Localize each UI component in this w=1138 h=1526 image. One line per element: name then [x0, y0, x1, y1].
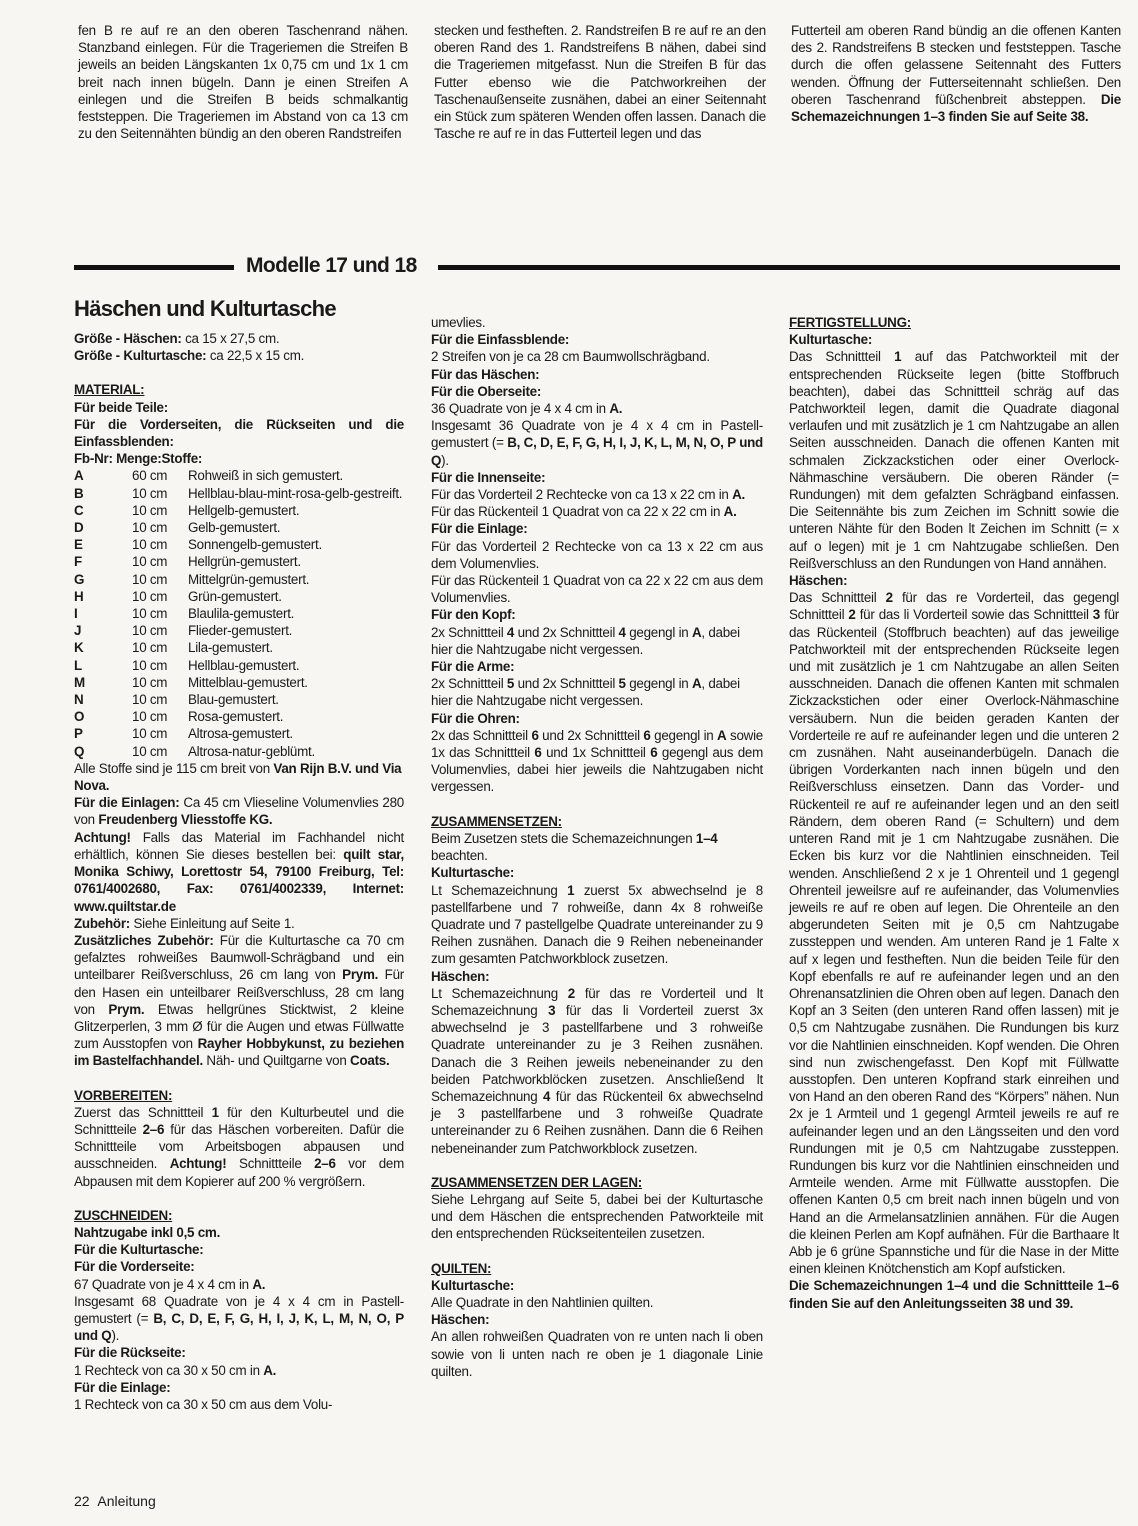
text: Insgesamt 68 Quadrate von je 4 x 4 cm in Pastell-gemustert (= [74, 1293, 404, 1326]
subheading: Häschen: [431, 1312, 490, 1328]
paragraph [74, 932, 404, 1070]
ref: A [691, 676, 702, 692]
subheading: Für die Arme: [431, 659, 515, 675]
material-row [74, 657, 402, 674]
paragraph: Für das Rückenteil 1 Quadrat von ca 22 x 22 cm aus dem Volumenvlies. [431, 573, 763, 606]
text: und 2x Schnittteil [538, 727, 644, 743]
text: und 2x Schnittteil [514, 624, 619, 640]
fabric-description: Grün-gemustert. [188, 588, 282, 604]
ref: 6 [643, 727, 651, 743]
fabric-code: O [74, 709, 85, 725]
size-line [74, 347, 404, 364]
fabric-code: P [74, 726, 83, 742]
text: Das Schnittteil [789, 590, 886, 606]
subheading: Kulturtasche: [789, 332, 873, 348]
fabric-description: Sonnengelb-gemustert. [188, 537, 322, 553]
text: , dabei hier die Nahtzugabe nicht vergessen. [431, 676, 740, 709]
ref: 6 [531, 727, 539, 743]
fabric-quantity: 10 cm [132, 709, 168, 725]
ref: 2 [885, 590, 893, 606]
text: gegengl in [650, 727, 718, 743]
paragraph [431, 486, 763, 503]
text: gegengl in [625, 676, 692, 692]
subheading: Kulturtasche: [431, 865, 515, 881]
paragraph [431, 624, 763, 658]
fabric-quantity: 10 cm [132, 606, 168, 622]
subheading: Häschen: [431, 968, 490, 984]
material-row [74, 485, 402, 502]
top-column-2 [434, 22, 766, 142]
text: Für den Hasen ein unteilbarer Reißverschluss, 28 cm lang von [74, 967, 404, 1017]
ref: A. [609, 401, 623, 417]
ref: B, C, D, E, F, G, H, I, J, K, L, M, N, O, P und Q [431, 435, 763, 468]
paragraph [431, 417, 763, 469]
paragraph: stecken und festheften. 2. Randstreifen B re auf re an den oberen Rand des 1. Randstreifens B nähen, dabei sind die Trageriemen mitgefasst. Nun die Streifen B für das Futter ebenso wie die Patchworkreihen der Taschenaußenseite zusnähen, dabei an einer Seitennaht ein Stück zum späteren Wenden offen lassen. Danach die Tasche re auf re in das Futterteil legen und das [434, 23, 766, 142]
value: ca 15 x 27,5 cm. [181, 331, 280, 346]
subheading: Für die Einlage: [431, 521, 528, 537]
label: Zusätzliches Zubehör: [74, 932, 214, 948]
material-row [74, 467, 402, 484]
column-3 [789, 314, 1119, 1312]
material-row [74, 502, 402, 519]
page-number: 22 [74, 1493, 90, 1509]
fabric-code: C [74, 502, 84, 518]
subheading: Für die Vorderseite: [74, 1259, 195, 1275]
section-heading: ZUSAMMENSETZEN: [431, 813, 562, 829]
text: für das li Vorderteil sowie das Schnittteil [855, 607, 1093, 623]
text: 36 Quadrate von je 4 x 4 cm in [431, 401, 610, 417]
size-line [74, 330, 404, 347]
ref: 1 [894, 349, 902, 365]
paragraph [74, 1276, 404, 1293]
paragraph [431, 503, 763, 520]
fabric-description: Blau-gemustert. [188, 692, 279, 708]
fabric-description: Lila-gemustert. [188, 640, 273, 656]
footer-label: Anleitung [97, 1493, 156, 1509]
paragraph [431, 400, 763, 417]
ref: 6 [534, 745, 542, 761]
text: ). [111, 1328, 120, 1344]
fabric-code: Q [74, 743, 85, 759]
paragraph [789, 589, 1119, 1277]
ref: 4 [506, 624, 515, 640]
material-row [74, 622, 402, 639]
paragraph [74, 1104, 404, 1190]
fabric-description: Rosa-gemustert. [188, 709, 284, 725]
fabric-code: K [74, 640, 84, 656]
subheading: Für die Vorderseiten, die Rückseiten und die Einfassblenden: [74, 416, 404, 450]
text: Schnittteile [226, 1156, 315, 1172]
subheading: Nahtzugabe inkl 0,5 cm. [74, 1224, 221, 1240]
subheading: Für die Oberseite: [431, 383, 542, 399]
ref: 2 [848, 607, 856, 623]
text: vor dem Abpausen mit dem Kopierer auf 200 % vergrößern. [74, 1156, 404, 1189]
text: für das re Vorderteil, das gegengl Schnittteil [789, 590, 1119, 623]
ref: A [717, 727, 727, 743]
text: , dabei hier die Nahtzugabe nicht vergessen. [431, 624, 740, 657]
fabric-description: Rohweiß in sich gemustert. [188, 468, 343, 484]
column-1 [74, 330, 404, 1413]
fabric-quantity: 10 cm [132, 674, 168, 690]
text: zuerst 5x abwechselnd je 8 pastellfarbene und 7 rohweiße, dann 4x 8 rohweiße Quadrate und 7 pastellgelbe Quadrate untereinander zu 9 Reihen zusnähen. Danach die 9 Reihen nebeneinander zum gesamten Patchworkblock zusetzen. [431, 882, 763, 967]
material-row [74, 708, 402, 725]
brand: Prym. [108, 1001, 145, 1017]
material-row [74, 691, 402, 708]
text: Futterteil am oberen Rand bündig an die offenen Kanten des 2. Randstreifens B stecken und feststeppen. Tasche durch die offen gelassene Seitennaht des Futters wenden. Öffnung der Futterseitennaht schließen. Den oberen Taschenrand füßchenbreit absteppen. [791, 23, 1121, 107]
fabric-description: Blaulila-gemustert. [188, 606, 295, 622]
material-row [74, 553, 402, 570]
text: Beim Zusetzen stets die Schemazeichnungen [431, 830, 696, 846]
text: Etwas hellgrünes Sticktwist, 2 kleine Glitzerperlen, 3 mm Ø für die Augen und etwas Füllwatte zum Ausstopfen von [74, 1001, 405, 1052]
brand: Van Rijn B.V. und Via Nova. [74, 760, 402, 794]
subheading: Für die Kulturtasche: [74, 1242, 204, 1258]
fabric-quantity: 10 cm [132, 571, 168, 587]
paragraph: Für das Vorderteil 2 Rechtecke von ca 13 x 22 cm aus dem Volumenvlies. [431, 538, 763, 571]
label: Größe - Häschen: [74, 331, 182, 346]
text: für den Kulturbeutel und die Schnittteile [74, 1104, 404, 1137]
text: Für das Rückenteil 1 Quadrat von ca 22 x 22 cm in [431, 504, 724, 520]
ref: 2–6 [314, 1156, 336, 1172]
paragraph [791, 22, 1121, 125]
brand: Rayher Hobbykunst, zu beziehen im Bastelfachhandel. [74, 1036, 405, 1069]
label: Größe - Kulturtasche: [74, 348, 207, 364]
fabric-quantity: 10 cm [132, 537, 168, 553]
material-row [74, 605, 402, 622]
ref: A. [252, 1276, 266, 1292]
fabric-description: Altrosa-natur-geblümt. [188, 743, 315, 759]
fabric-quantity: 10 cm [132, 588, 168, 604]
paragraph: An allen rohweißen Quadraten von re unten nach li oben sowie von li unten nach re oben je 1 diagonale Linie quilten. [431, 1329, 763, 1379]
text: und 1x Schnittteil [541, 745, 651, 761]
subheading: Für beide Teile: [74, 399, 168, 415]
subheading: Für die Rückseite: [74, 1345, 186, 1361]
fabric-quantity: 10 cm [132, 554, 168, 570]
text: Lt Schemazeichnung [431, 985, 568, 1001]
paragraph [431, 985, 763, 1157]
fabric-description: Hellblau-blau-mint-rosa-gelb-gestreift. [188, 485, 403, 501]
material-row [74, 571, 402, 588]
text: 2x das Schnittteil [431, 727, 532, 743]
fabric-quantity: 10 cm [132, 726, 168, 742]
subheading: Für die Einfassblende: [431, 332, 570, 348]
ref: 2 [567, 985, 575, 1001]
material-row [74, 519, 402, 536]
fabric-code: G [74, 571, 85, 587]
fabric-quantity: 60 cm [132, 468, 168, 484]
ref: A [691, 624, 702, 640]
text: Ca 45 cm Vlieseline Volumenvlies 280 von [74, 795, 404, 828]
top-column-3 [791, 22, 1121, 125]
fabric-code: M [74, 674, 85, 690]
label: Zubehör: [74, 915, 131, 931]
paragraph [74, 829, 404, 915]
subheading: Für die Innenseite: [431, 469, 546, 485]
ref: A. [732, 487, 745, 503]
text: Lt Schemazeichnung [431, 882, 568, 898]
paragraph [74, 760, 404, 794]
fabric-quantity: 10 cm [132, 640, 168, 656]
text: gegengl in [625, 624, 692, 640]
section-header [74, 256, 1120, 278]
schema-ref: Die Schemazeichnungen 1–4 und die Schnittteile 1–6 finden Sie auf den Anleitungsseiten 38 und 39. [789, 1278, 1119, 1311]
ref: A. [263, 1362, 277, 1378]
fabric-code: A [74, 468, 84, 484]
fabric-description: Hellgelb-gemustert. [188, 502, 300, 518]
text: für das re Vorderteil und lt Schemazeichnung [431, 985, 764, 1018]
paragraph [74, 1293, 404, 1345]
paragraph: 2 Streifen von je ca 28 cm Baumwollschrägband. [431, 349, 710, 365]
paragraph [74, 794, 404, 828]
text: Näh- und Quiltgarne von [202, 1053, 351, 1069]
subheading: Häschen: [789, 573, 848, 589]
ref: 3 [1092, 607, 1100, 623]
subheading: Für das Häschen: [431, 366, 540, 382]
text: Für das Vorderteil 2 Rechtecke von ca 13 x 22 cm in [431, 487, 733, 503]
text: sowie 1x das Schnittteil [431, 727, 763, 761]
paragraph [431, 830, 763, 864]
fabric-code: N [74, 692, 84, 708]
text: für das Häschen vorbereiten. Dafür die Schnittteile vom Arbeitsbogen abpausen und ausschneiden. [74, 1121, 404, 1172]
subheading: Für die Ohren: [431, 710, 520, 726]
material-row [74, 725, 402, 742]
ref: 1 [211, 1104, 219, 1120]
fabric-code: I [74, 606, 78, 622]
contact: quilt star, Monika Schiwy, Lorettostr 54, 79100 Freiburg, Tel: 0761/4002680, Fax: 0761/4002339, Internet: www.quiltstar.de [74, 846, 404, 914]
text: Zuerst das Schnittteil [74, 1104, 212, 1120]
material-row [74, 536, 402, 553]
material-heading: MATERIAL: [74, 382, 145, 398]
fabric-quantity: 10 cm [132, 623, 168, 639]
section-title: Modelle 17 und 18 [246, 254, 417, 277]
paragraph [789, 348, 1119, 572]
ref: 1 [567, 882, 575, 898]
fabric-quantity: 10 cm [132, 502, 168, 518]
text: für das Rückenteil 6x abwechselnd je 3 pastellfarbene und 3 rohweiße Quadrate untereinander zu 6 Reihen zusnähen. Dann die 6 Reihen nebeneinander zum Patchworkblock zusetzen. [431, 1088, 763, 1156]
fabric-code: F [74, 554, 82, 570]
header-rule-right [438, 265, 1120, 270]
material-row [74, 674, 402, 691]
material-row [74, 743, 402, 760]
top-column-1 [78, 22, 408, 142]
fabric-description: Flieder-gemustert. [188, 623, 293, 639]
ref: 4 [543, 1088, 551, 1104]
article-heading: Häschen und Kulturtasche [74, 296, 336, 321]
text: auf das Patchworkteil mit der entsprechenden Rückseite legen (bitte Stoffbruch beachten), dabei das Schnittteil schräg auf das Patchworkteil legen, damit die Quadrate diagonal verlaufen und mit zusätzlich je 1 cm Nahtzugabe an allen Seiten ausschneiden. Danach die offenen Kanten mit schmalen Zickzackstichen oder einer Overlock-Nähmaschine versäubern. Die oberen Ränder (= Rundungen) mit dem gefalzten Schrägband einfassen. Die Seitennähte bis zum Zeichen im Schnitt sowie die unteren Nähte für den Boden lt Zeichen im Schnitt (= x auf o legen) mit je 1 cm Nahtzugabe schließen. Den Reißverschluss an den Rundungen von Hand annähen. [789, 349, 1119, 571]
paragraph [74, 1362, 404, 1379]
text: 2x Schnittteil [431, 624, 507, 640]
fabric-quantity: 10 cm [132, 485, 168, 501]
ref: 5 [618, 676, 626, 692]
brand: Coats. [350, 1053, 390, 1069]
ref: 1–4 [695, 830, 718, 846]
fabric-description: Mittelblau-gemustert. [188, 674, 308, 690]
page-footer [74, 1493, 156, 1509]
text: Das Schnittteil [789, 349, 895, 365]
label: Für die Einlagen: [74, 795, 180, 811]
text: Für die Kulturtasche ca 70 cm gefalztes rohweißes Baumwoll-Schrägband und ein unteilbarer Reißverschluss, 26 cm lang von [74, 932, 404, 983]
paragraph: 1 Rechteck von ca 30 x 50 cm aus dem Volu- [74, 1396, 333, 1412]
brand: Prym. [342, 967, 379, 983]
fabric-code: H [74, 588, 84, 604]
text: 67 Quadrate von je 4 x 4 cm in [74, 1276, 253, 1292]
section-heading: VORBEREITEN: [74, 1087, 173, 1103]
fabric-quantity: 10 cm [132, 743, 168, 759]
material-table [74, 467, 402, 759]
text: 2x Schnittteil [431, 676, 507, 692]
section-heading: ZUSCHNEIDEN: [74, 1207, 173, 1223]
paragraph [431, 727, 763, 796]
ref: 5 [506, 676, 515, 692]
ref: 4 [618, 624, 626, 640]
text: 1 Rechteck von ca 30 x 50 cm in [74, 1362, 264, 1378]
paragraph [74, 915, 404, 932]
fabric-description: Hellblau-gemustert. [188, 657, 300, 673]
fabric-description: Gelb-gemustert. [188, 520, 281, 536]
text: für das li Vorderteil zuerst 3x abwechselnd je 3 pastellfarbene und 3 rohweiße Quadrate untereinander zu je 3 Reihen zusnähen. Danach die 3 Reihen jeweils nebeneinander zu den beiden Patchworkblöcken zusetzen. Anschließend lt Schemazeichnung [431, 1002, 763, 1104]
paragraph [431, 882, 763, 968]
text: gegengl aus dem Volumenvlies, dabei hier jeweils die Nahtzugaben nicht vergessen. [431, 745, 763, 795]
paragraph: Siehe Lehrgang auf Seite 5, dabei bei der Kulturtasche und dem Häschen die entsprechenden Patworkteile mit den entsprechenden Rückseitenteilen zusetzen. [431, 1191, 763, 1242]
fabric-code: E [74, 537, 83, 553]
fabric-quantity: 10 cm [132, 520, 168, 536]
paragraph: Alle Quadrate in den Nahtlinien quilten. [431, 1294, 654, 1310]
value: ca 22,5 x 15 cm. [206, 348, 305, 364]
label: Achtung! [169, 1156, 227, 1172]
fabric-description: Mittelgrün-gemustert. [188, 571, 310, 587]
fabric-code: B [74, 485, 84, 501]
text: ). [441, 452, 449, 468]
ref: A. [723, 504, 737, 520]
schema-ref: Die Schemazeichnungen 1–3 finden Sie auf Seite 38. [791, 91, 1121, 125]
section-heading: ZUSAMMENSETZEN DER LAGEN: [431, 1174, 642, 1190]
fabric-code: D [74, 520, 84, 536]
header-rule-left [74, 265, 234, 270]
fabric-code: J [74, 623, 82, 639]
text: beachten. [431, 848, 488, 864]
brand: Freudenberg Vliesstoffe KG. [98, 812, 273, 828]
subheading: Kulturtasche: [431, 1277, 515, 1293]
ref: 3 [548, 1002, 556, 1018]
fabric-code: L [74, 657, 82, 673]
section-heading: QUILTEN: [431, 1260, 492, 1276]
ref: 6 [650, 745, 658, 761]
text: Insgesamt 36 Quadrate von je 4 x 4 cm in Pastell-gemustert (= [431, 418, 763, 451]
fabric-quantity: 10 cm [132, 657, 168, 673]
text: und 2x Schnittteil [514, 676, 619, 692]
subheading: Für die Einlage: [74, 1379, 171, 1395]
ref: B, C, D, E, F, G, H, I, J, K, L, M, N, O, P und Q [74, 1310, 404, 1344]
fabric-description: Hellgrün-gemustert. [188, 554, 301, 570]
ref: 2–6 [142, 1121, 165, 1137]
column-2 [431, 314, 763, 1380]
section-heading: FERTIGSTELLUNG: [789, 315, 911, 330]
text: für das Rückenteil (Stoffbruch beachten) auf das jeweilige Patchworkteil mit der entsprechenden Rückseite legen und mit zusätzlich je 1 cm Nahtzugabe an allen Seiten ausschneiden. Danach die offenen Kanten mit schmalen Zickzackstichen oder einer Overlock-Nähmaschine versäubern. Nun die beiden geraden Kanten der Vorderteile re auf re aufeinander legen und die unteren 2 cm zusnähen. Naht auseinanderbügeln. Danach die übrigen Vorderkanten nach innen bügeln und den Reißverschluss einsetzen. Dann das Vorder- und Rückenteil re auf re aufeinander legen und an den seitl Rändern, dem oberen Rand (= Schultern) und dem unteren Rand mit je 1 cm Nahtzugabe zusnähen. Die Ecken bis kurz vor die Nahtlinien einschneiden. Teil wenden. Anschließend 2 x je 1 Ohrenteil und 1 gegengl Ohrenteil jeweilsre auf re aufeinander, das Volumenvlies jeweils re auf re oben auf legen. Die Ohrenteile an den abgerundeten Seiten mit je 0,5 cm Nahtzugabe zussteppen und wenden. Am unteren Rand je 1 Falte x auf x legen und festheften. Nun die beiden Teile für den Kopf ebenfalls re auf re aufeinander legen und an den Ohrenansatzlinien die Ohren oben auf legen. Danach den Kopf an 3 Seiten (den unteren Rand offen lassen) mit je 0,5 cm Nahtzugabe zusnähen. Die Rundungen bis kurz vor die Nahtlinien einschneiden. Kopf wenden. Die Ohren sind nun zwischengefasst. Den Kopf mit Füllwatte ausstopfen. Den unteren Kopfrand stark einreihen und von Hand an den oberen Rand des “Körpers” nähen. Nun 2x je 1 Armteil und 1 gegengl Armteil jeweils re auf re aufeinander legen und an den Längsseiten und den vord Rundungen mit je 0,5 cm Nahtzugabe zussteppen. Rundungen bis kurz vor die Nahtlinien einschneiden und Armteile wenden. Arme mit Füllwatte ausstopfen. Die offenen Kanten 0,5 cm breit nach innen bügeln und von Hand an die Armelansatzlinien annähen. Für die Augen die kleinen Perlen am Kopf aufnähen. Für die Barthaare lt Abb je 6 grüne Spannstiche und für die Nase in der Mitte einen kleinen Knötchenstich am Kopf aufsticken. [789, 607, 1119, 1277]
paragraph: umevlies. [431, 315, 486, 330]
paragraph: fen B re auf re an den oberen Taschenrand nähen. Stanzband einlegen. Für die Trageriemen die Streifen B jeweils an beiden Längskanten 1x 0,75 cm und 1x 1 cm breit nach innen bügeln. Dann je einen Streifen A einlegen und die Streifen B beids schmalkantig feststeppen. Die Trageriemen im Abstand von ca 13 cm zu den Seitennähten bündig an den oberen Randstreifen [78, 23, 408, 142]
subheading: Für den Kopf: [431, 607, 516, 623]
subheading: Fb-Nr: Menge:Stoffe: [74, 451, 203, 467]
fabric-description: Altrosa-gemustert. [188, 726, 293, 742]
paragraph [431, 675, 763, 709]
material-row [74, 588, 402, 605]
label: Achtung! [74, 829, 131, 845]
fabric-quantity: 10 cm [132, 692, 168, 708]
text: Falls das Material im Fachhandel nicht erhältlich, können Sie dieses bestellen bei: [74, 829, 404, 862]
text: Alle Stoffe sind je 115 cm breit von [74, 760, 274, 776]
text: Siehe Einleitung auf Seite 1. [130, 915, 295, 931]
material-row [74, 639, 402, 656]
